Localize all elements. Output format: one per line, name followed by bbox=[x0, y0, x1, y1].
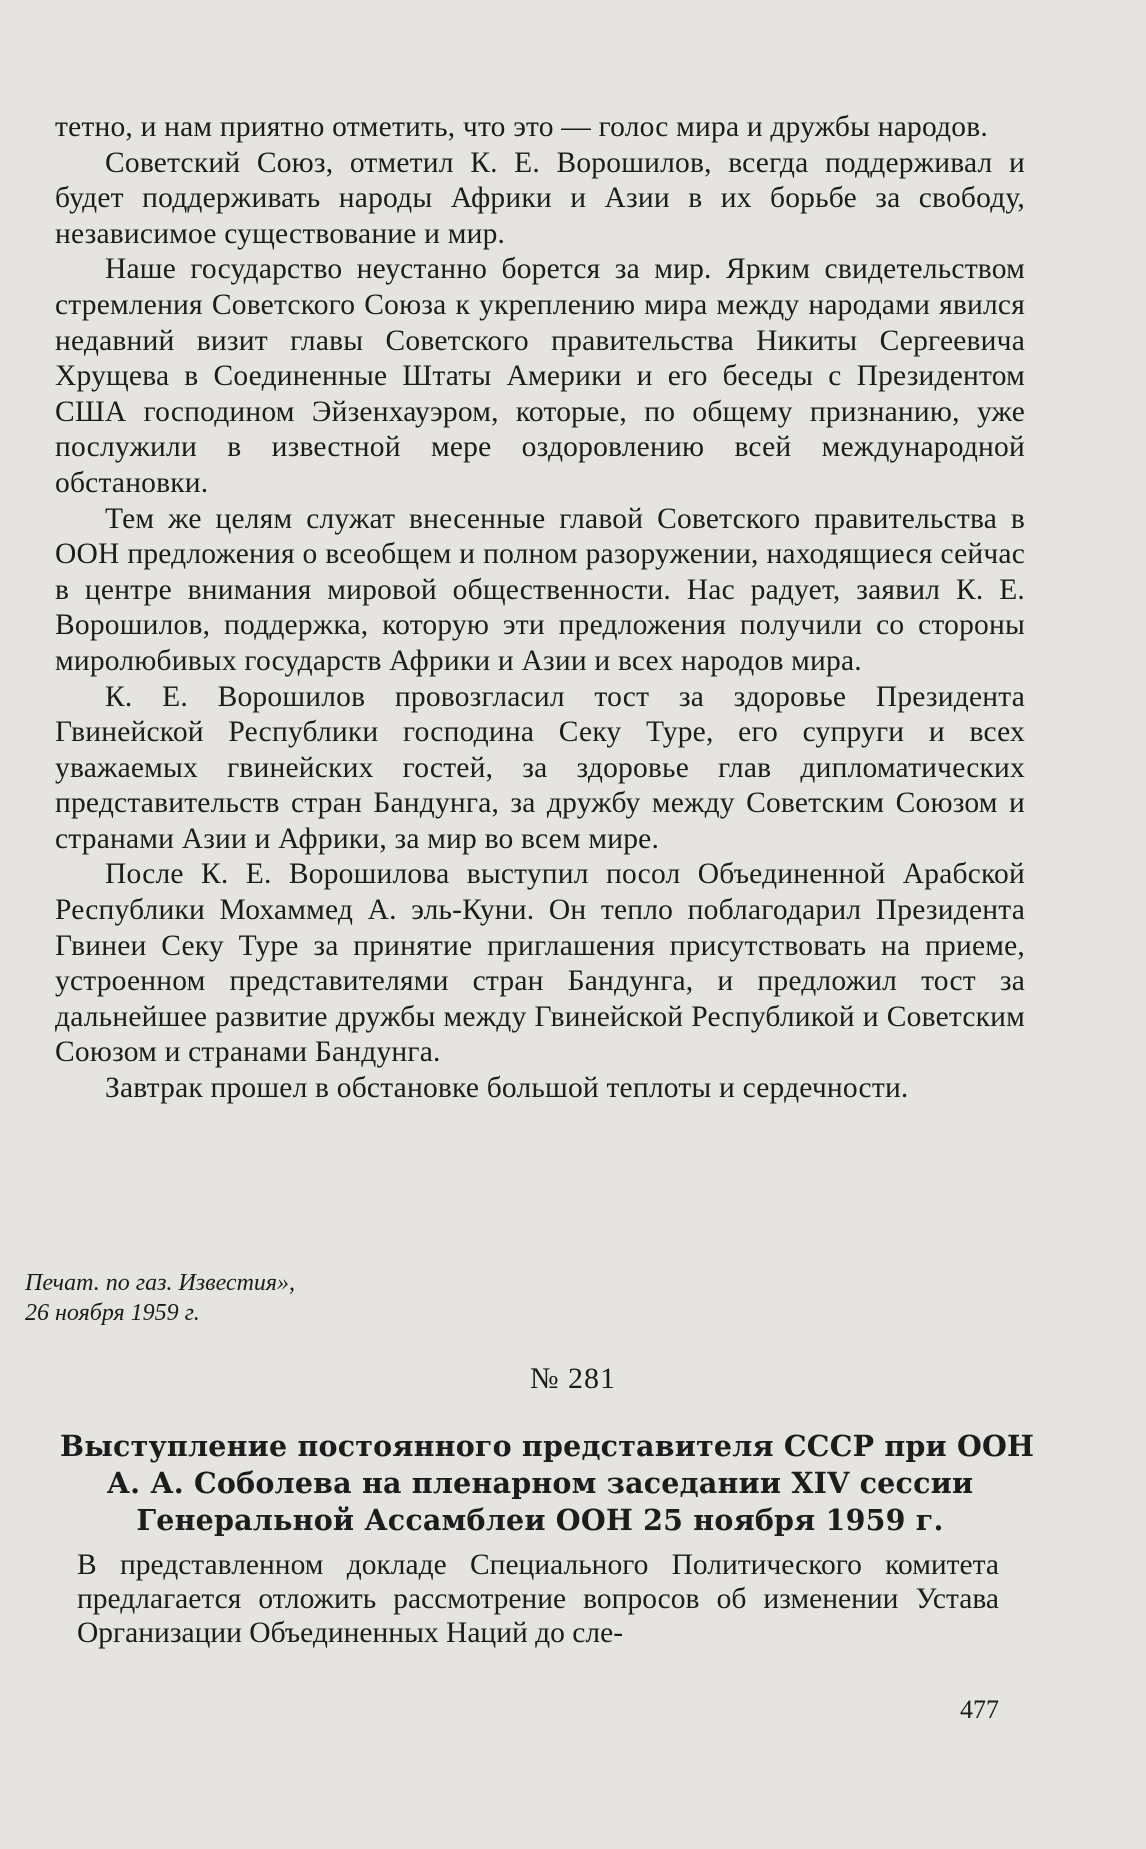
paragraph-disarmament: Тем же целям служат внесенные главой Советского правительства в ООН предложения о всеобщем и полном разоружении, находящиеся сейчас в центре внимания мировой общественности. Нас радует, заявил К. Е. Ворошилов, поддержка, которую эти предложения получили со стороны миролюбивых государств Африки и Азии и всех народов мира. bbox=[55, 502, 1025, 677]
paragraph-peace-efforts: Наше государство неустанно борется за мир. Ярким свидетельством стремления Советского Союза к укреплению мира между народами явился недавний визит главы Советского правительства Никиты Сергеевича Хрущева в Соединенные Штаты Америки и его беседы с Президентом США господином Эйзенхауэром, которые, по общему признанию, уже послужили в известной мере оздоровлению всей международной обстановки. bbox=[55, 253, 1025, 499]
source-citation bbox=[25, 1268, 295, 1328]
speech-text bbox=[77, 1548, 999, 1650]
paragraph-breakfast: Завтрак прошел в обстановке большой теплоты и сердечности. bbox=[105, 1072, 909, 1105]
speech-paragraph: В представленном докладе Специального Политического комитета предлагается отложить рассмотрение вопросов об изменении Устава Организации Объединенных Наций до сле- bbox=[77, 1549, 999, 1649]
title-line-3: Генеральной Ассамблеи ООН 25 ноября 1959 г. bbox=[136, 1503, 944, 1537]
source-line-2: 26 ноября 1959 г. bbox=[25, 1300, 200, 1326]
paragraph-ambassador-speech: После К. Е. Ворошилова выступил посол Объединенной Арабской Республики Мохаммед А. эль-Куни. Он тепло поблагодарил Президента Гвинеи Секу Туре за принятие приглашения присутствовать на приеме, устроенном представителями стран Бандунга, и предложил тост за дальнейшее развитие дружбы между Гвинейской Республикой и Советским Союзом и странами Бандунга. bbox=[55, 858, 1025, 1069]
main-body-text bbox=[55, 110, 1025, 1107]
paragraph-continuation: тетно, и нам приятно отметить, что это — голос мира и дружбы народов. bbox=[55, 111, 988, 143]
page-number: 477 bbox=[960, 1695, 999, 1724]
document-number: № 281 bbox=[529, 1362, 617, 1395]
title-line-1: Выступление постоянного представителя СССР при ООН bbox=[60, 1429, 1035, 1463]
paragraph-soviet-union-support: Советский Союз, отметил К. Е. Ворошилов, всегда поддерживал и будет поддерживать народы Африки и Азии в их борьбе за свободу, независимое существование и мир. bbox=[55, 146, 1025, 250]
source-line-1: Печат. по газ. Известия», bbox=[25, 1270, 296, 1296]
paragraph-toast: К. Е. Ворошилов провозгласил тост за здоровье Президента Гвинейской Республики господина Секу Туре, его супруги и всех уважаемых гвинейских гостей, за здоровье глав дипломатических представительств стран Бандунга, за дружбу между Советским Союзом и странами Азии и Африки, за мир во всем мире. bbox=[55, 680, 1025, 855]
title-line-2: А. А. Соболева на пленарном заседании XIV сессии bbox=[106, 1466, 974, 1500]
document-title bbox=[60, 1428, 1035, 1539]
